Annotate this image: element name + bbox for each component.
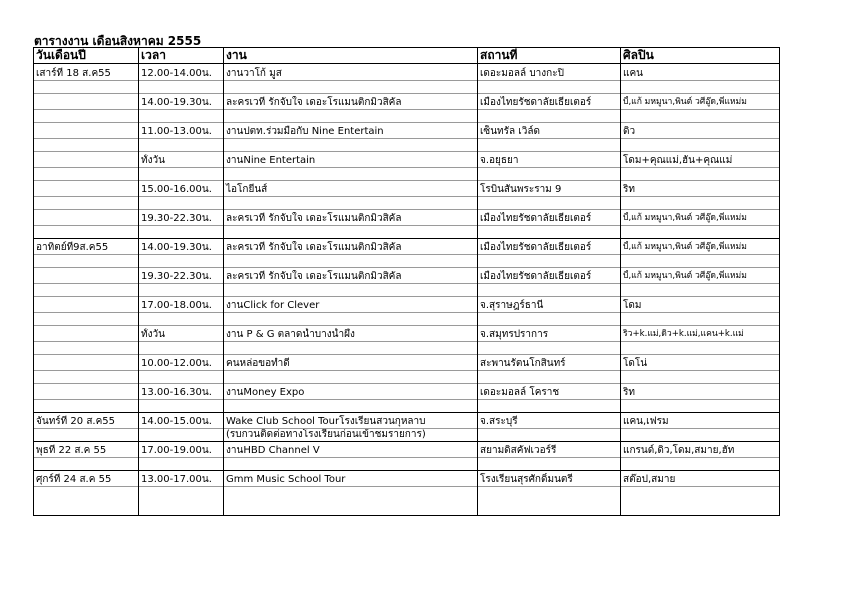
row-time: 17.00-19.00น. [141, 445, 212, 456]
row-place: เดอะมอลล์ บางกะปิ [480, 68, 564, 79]
row-artist: ดิว [623, 126, 636, 137]
row-divider [34, 383, 779, 384]
table-row [34, 64, 779, 93]
table-row [34, 93, 779, 122]
row-artist: ริว+k.แม่,ดิว+k.แม่,แคน+k.แม่ [623, 329, 744, 339]
row-artist: บี้,แก้ มหมูนา,พินต์ วศีอู๊ด,พี่แหม่ม [623, 271, 747, 281]
row-place: โรบินสันพระราม 9 [480, 184, 562, 195]
row-date: ศุกร์ที่ 24 ส.ค 55 [36, 474, 112, 485]
row-event: งานNine Entertain [226, 155, 316, 166]
row-divider [34, 283, 779, 284]
row-time: 14.00-19.30น. [141, 97, 212, 108]
row-divider [34, 296, 779, 297]
column-divider [223, 48, 224, 515]
row-event-note: (รบกวนติดต่อทางโรงเรียนก่อนเข้าชมรายการ) [226, 429, 426, 440]
row-divider [34, 370, 779, 371]
row-event: ละครเวที รักจับใจ เดอะโรแมนติกมิวสิคัล [226, 213, 402, 224]
row-artist: สต๊อป,สมาย [623, 474, 676, 485]
row-divider [34, 225, 779, 226]
row-divider [34, 122, 779, 123]
row-divider [34, 354, 779, 355]
row-place: เมืองไทยรัชดาลัยเธียเตอร์ [480, 271, 592, 282]
row-artist: แคน [623, 68, 643, 79]
row-time: ทั้งวัน [141, 155, 165, 166]
row-date: พุธที่ 22 ส.ค 55 [36, 445, 107, 456]
row-divider [34, 109, 779, 110]
row-time: 13.00-17.00น. [141, 474, 212, 485]
row-event: ละครเวที รักจับใจ เดอะโรแมนติกมิวสิคัล [226, 97, 402, 108]
row-divider [34, 80, 779, 81]
row-time: 13.00-16.30น. [141, 387, 212, 398]
header-date: วันเดือนปี [36, 48, 86, 62]
row-divider [34, 93, 779, 94]
row-place: จ.สระบุรี [480, 416, 518, 427]
row-artist: บี้,แก้ มหมูนา,พินต์ วศีอู๊ด,พี่แหม่ม [623, 242, 747, 252]
table-row [34, 180, 779, 209]
row-artist: แคน,เฟรม [623, 416, 669, 427]
row-time: 12.00-14.00น. [141, 68, 212, 79]
row-divider [34, 312, 779, 313]
table-row [34, 354, 779, 383]
row-place: จ.อยุธยา [480, 155, 519, 166]
schedule-table [33, 47, 780, 516]
header-place: สถานที่ [480, 48, 518, 62]
row-artist: แกรนด์,ดิว,โดม,สมาย,ฮัท [623, 445, 735, 456]
row-event-line: Wake Club School Tourโรงเรียนสวนกุหลาบ [226, 416, 426, 427]
row-divider [34, 209, 779, 210]
row-time: 17.00-18.00น. [141, 300, 212, 311]
row-artist: บี้,แก้ มหมูนา,พินต์ วศีอู๊ด,พี่แหม่ม [623, 213, 747, 223]
row-divider [34, 341, 779, 342]
row-divider [34, 325, 779, 326]
row-event: งานวาโก้ มูส [226, 68, 282, 79]
table-row [34, 412, 779, 441]
row-divider [34, 180, 779, 181]
column-divider [138, 48, 139, 515]
row-divider [34, 238, 779, 239]
row-divider [34, 196, 779, 197]
row-place: สยามดิสคัฟเวอร์รี่ [480, 445, 557, 456]
row-time: 14.00-19.30น. [141, 242, 212, 253]
row-event: งานHBD Channel V [226, 445, 320, 456]
row-divider [34, 254, 779, 255]
row-date: เสาร์ที่ 18 ส.ค55 [36, 68, 111, 79]
table-row [34, 238, 779, 267]
table-row [34, 296, 779, 325]
row-artist: ริท [623, 184, 635, 195]
row-place: เดอะมอลล์ โคราช [480, 387, 560, 398]
row-event: Gmm Music School Tour [226, 474, 346, 485]
row-event: งานClick for Clever [226, 300, 320, 311]
row-place: จ.สุราษฎร์ธานี [480, 300, 544, 311]
row-place: สะพานรัตนโกสินทร์ [480, 358, 566, 369]
header-time: เวลา [141, 48, 166, 62]
row-time: 19.30-22.30น. [141, 213, 212, 224]
row-artist: โดม+คุณแม่,ฮั่น+คุณแม่ [623, 155, 733, 166]
row-event: งาน P & G ตลาดน้ำบางน้ำผึ้ง [226, 329, 355, 340]
row-divider [34, 399, 779, 400]
row-time: 15.00-16.00น. [141, 184, 212, 195]
row-divider [34, 167, 779, 168]
table-row [34, 470, 779, 499]
header-artist: ศิลปิน [623, 48, 654, 62]
column-divider [477, 48, 478, 515]
row-place: เซ็นทรัล เวิล์ด [480, 126, 540, 137]
row-divider [34, 441, 779, 442]
row-divider [34, 486, 779, 487]
page-title: ตารางงาน เดือนสิงหาคม 2555 [34, 34, 202, 48]
row-event: ละครเวที รักจับใจ เดอะโรแมนติกมิวสิคัล [226, 242, 402, 253]
row-artist: โดม [623, 300, 642, 311]
table-row [34, 209, 779, 238]
row-divider [34, 428, 779, 429]
row-place: เมืองไทยรัชดาลัยเธียเตอร์ [480, 97, 592, 108]
row-divider [34, 470, 779, 471]
table-row [34, 325, 779, 354]
row-artist: บี้,แก้ มหมูนา,พินต์ วศีอู๊ด,พี่แหม่ม [623, 97, 747, 107]
table-row [34, 122, 779, 151]
row-date: อาทิตย์ที่9ส.ค55 [36, 242, 109, 253]
row-event: งานMoney Expo [226, 387, 305, 398]
row-time: 11.00-13.00น. [141, 126, 212, 137]
row-place: โรงเรียนสุรศักดิ์มนตรี [480, 474, 573, 485]
header-event: งาน [226, 48, 247, 62]
row-event: งานปตท.ร่วมมือกับ Nine Entertain [226, 126, 384, 137]
table-row [34, 151, 779, 180]
row-place: จ.สมุทรปราการ [480, 329, 549, 340]
row-time: 10.00-12.00น. [141, 358, 212, 369]
table-row [34, 267, 779, 296]
table-row [34, 383, 779, 412]
row-divider [34, 138, 779, 139]
row-time: 14.00-15.00น. [141, 416, 212, 427]
table-header [34, 48, 779, 64]
table-row [34, 441, 779, 470]
row-event: คนหล่อขอทำดี [226, 358, 290, 369]
row-artist: ริท [623, 387, 635, 398]
row-divider [34, 151, 779, 152]
row-divider [34, 412, 779, 413]
column-divider [620, 48, 621, 515]
row-place: เมืองไทยรัชดาลัยเธียเตอร์ [480, 213, 592, 224]
row-place: เมืองไทยรัชดาลัยเธียเตอร์ [480, 242, 592, 253]
row-artist: โดโน่ [623, 358, 648, 369]
row-time: 19.30-22.30น. [141, 271, 212, 282]
row-date: จันทร์ที่ 20 ส.ค55 [36, 416, 116, 427]
row-event: ไอโกยีนส์ [226, 184, 268, 195]
row-time: ทั้งวัน [141, 329, 165, 340]
row-divider [34, 457, 779, 458]
row-event: ละครเวที รักจับใจ เดอะโรแมนติกมิวสิคัล [226, 271, 402, 282]
row-divider [34, 267, 779, 268]
